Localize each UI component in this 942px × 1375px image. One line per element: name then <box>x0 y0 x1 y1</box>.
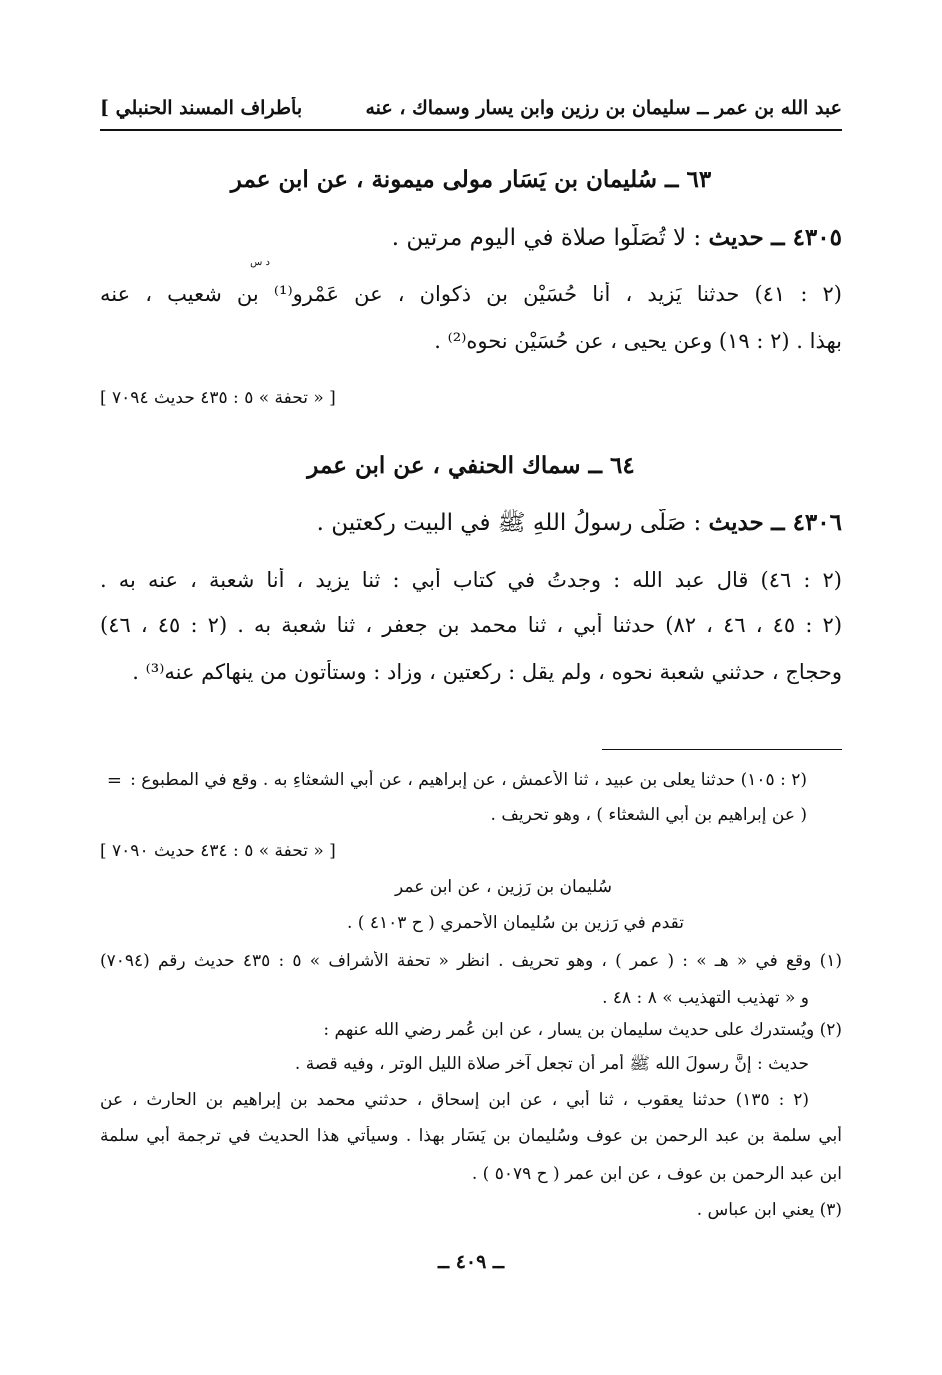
footnote-rule <box>602 749 842 750</box>
isnad-line-1: (٢ : ٤١) حدثنا يَزيد ، أنا حُسَيْن بن ذكوان ، عن عَمْرو⁽¹⁾ بن شعيب ، عنه <box>100 282 842 306</box>
footnote-2-line-4: أبي سلمة بن عبد الرحمن بن عوف وسُليمان بن يَسَار بهذا . وسيأتي هذا الحديث في ترجمة أبي سلمة <box>100 1126 842 1146</box>
hadith-number: ٤٣٠٥ ــ <box>771 224 842 251</box>
footnote-continuation-1: (٢ : ١٠٥) حدثنا يعلى بن عبيد ، ثنا الأعمش ، عن إبراهيم ، عن أبي الشعثاءِ به . وقع في المطبوع : <box>130 770 807 790</box>
page-number: ــ ٤٠٩ ــ <box>437 1251 505 1273</box>
hadith-sigla: د س <box>250 257 270 268</box>
footnote-2-line-5: ابن عبد الرحمن بن عوف ، عن ابن عمر ( ح ٥٠٧٩ ) . <box>471 1164 842 1184</box>
footnote-3: (٣) يعني ابن عباس . <box>696 1200 842 1220</box>
isnad-line-2: بهذا . (٢ : ١٩) وعن يحيى ، عن حُسَيْن نحوه⁽²⁾ . <box>434 329 842 353</box>
hadith-4306 <box>100 509 842 538</box>
footnote-2-line-1: (٢) ويُستدرك على حديث سليمان بن يسار ، عن ابن عُمر رضي الله عنهم : <box>323 1020 842 1040</box>
footnote-2-line-2: حديث : إنَّ رسولَ الله ﷺ أمر أن تجعل آخر صلاة الليل الوتر ، وفيه قصة . <box>294 1054 809 1074</box>
isnad-line-2: (٢ : ٤٥ ، ٤٦ ، ٨٢) حدثنا أبي ، ثنا محمد بن جعفر ، ثنا شعبة به . (٢ : ٤٥ ، ٤٦) <box>100 613 842 637</box>
footnote-2-line-3: (٢ : ١٣٥) حدثنا يعقوب ، ثنا أبي ، عن ابن إسحاق ، حدثني محمد بن إبراهيم بن الحارث ، عن <box>100 1090 809 1110</box>
section-heading-63: ٦٣ ــ سُليمان بن يَسَار مولى ميمونة ، عن ابن عمر <box>230 166 712 193</box>
running-header <box>100 97 842 120</box>
hadith-label: حديث <box>708 224 764 251</box>
header-title: عبد الله بن عمر ــ سليمان بن رزين وابن يسار وسماك ، عنه <box>365 97 842 119</box>
isnad-line-1: (٢ : ٤٦) قال عبد الله : وجدتُ في كتاب أبي : ثنا يزيد ، أنا شعبة ، عنه به . <box>100 568 842 592</box>
continuation-mark: = <box>106 770 122 791</box>
hadith-label: حديث <box>708 509 764 536</box>
header-rule <box>100 129 842 131</box>
footnote-tuhfa: [ « تحفة » ٥ : ٤٣٤ حديث ٧٠٩٠ ] <box>100 841 336 861</box>
hadith-text: : صَلّى رسولُ اللهِ ﷺ في البيت ركعتين . <box>316 510 702 536</box>
hadith-number: ٤٣٠٦ ــ <box>771 509 842 536</box>
footnote-sub-heading: سُليمان بن رَزِين ، عن ابن عمر <box>395 877 612 897</box>
footnote-1-line-2: و « تهذيب التهذيب » ٨ : ٤٨ . <box>602 988 809 1008</box>
section-heading-64: ٦٤ ــ سماك الحنفي ، عن ابن عمر <box>307 452 635 479</box>
hadith-text: : لا تُصَلّوا صلاة في اليوم مرتين . <box>391 225 702 251</box>
footnote-continuation-2: ( عن إبراهيم بن أبي الشعثاء ) ، وهو تحريف . <box>490 805 807 825</box>
isnad-line-3: وحجاج ، حدثني شعبة نحوه ، ولم يقل : ركعتين ، وزاد : وستأتون من ينهاكم عنه⁽³⁾ . <box>132 660 842 684</box>
footnote-1-line-1: (١) وقع في « هـ » : ( عمر ) ، وهو تحريف . انظر « تحفة الأشراف » ٥ : ٤٣٥ حديث رقم (٧٠٩٤) <box>100 951 842 971</box>
footnote-sub-note: تقدم في رَزين بن سُليمان الأحمري ( ح ٤١٠٣ ) . <box>347 913 684 933</box>
hadith-4305 <box>100 224 842 253</box>
header-book: بأطراف المسند الحنبلي ] <box>100 97 303 119</box>
tuhfa-reference: [ « تحفة » ٥ : ٤٣٥ حديث ٧٠٩٤ ] <box>100 388 336 408</box>
